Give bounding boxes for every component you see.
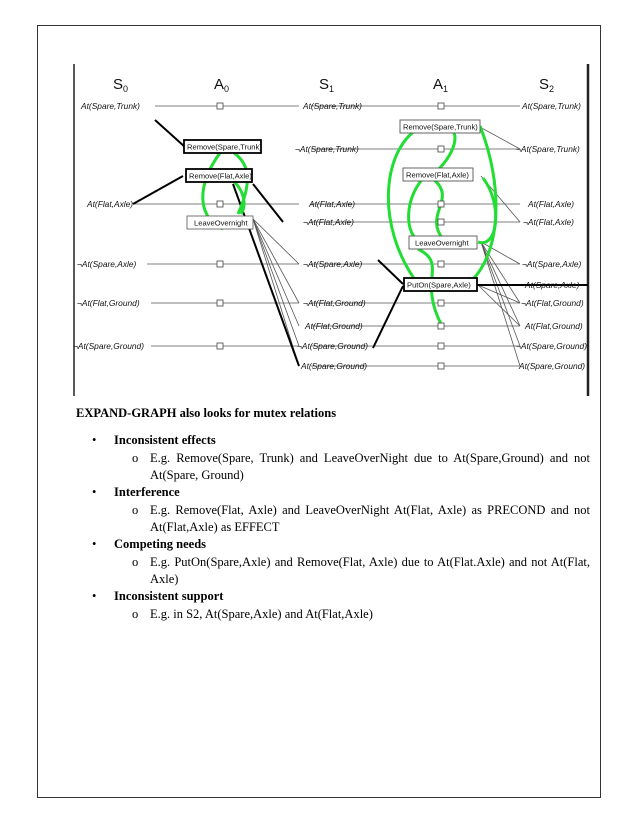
s1-literal: At(Spare,Ground) [301, 361, 368, 371]
sub-item-text: E.g. Remove(Flat, Axle) and LeaveOverNight At(Flat, Axle) as PRECOND and not At(Flat,Axle) as EFFECT [150, 503, 590, 534]
a1-action-label: LeaveOvernight [415, 238, 469, 248]
sub-item [92, 606, 590, 623]
header-s0: $S_0$ [113, 76, 129, 94]
circle-bullet-icon: o [132, 555, 139, 569]
item-label: Inconsistent effects [114, 433, 216, 447]
list-item [92, 536, 590, 553]
s2-literal: ¬At(Flat,Ground) [521, 298, 584, 308]
sub-item-text: E.g. PutOn(Spare,Axle) and Remove(Flat, Axle) due to At(Flat.Axle) and not At(Flat, Axle) [150, 555, 590, 586]
a1-action-label: Remove(Flat,Axle) [406, 170, 469, 180]
item-label: Interference [114, 485, 180, 499]
s1-literal: ¬At(Flat,Ground) [303, 298, 366, 308]
s2-literal: ¬At(Flat,Axle) [523, 217, 574, 227]
header-a0: $A_0$ [214, 76, 230, 94]
s1-literal: At(Flat,Ground) [305, 321, 363, 331]
bullet-icon: • [92, 433, 97, 447]
list-item [92, 484, 590, 501]
s2-literal: At(Flat,Ground) [525, 321, 583, 331]
s1-literal: ¬At(Flat,Axle) [303, 217, 354, 227]
s2-literal: At(Flat,Axle) [528, 199, 575, 209]
s2-literal: At(Spare,Trunk) [522, 101, 581, 111]
item-label: Competing needs [114, 537, 207, 551]
mutex-list [92, 432, 590, 623]
bullet-icon: • [92, 537, 97, 551]
circle-bullet-icon: o [132, 607, 139, 621]
s2-literal: ¬At(Spare,Axle) [522, 259, 582, 269]
sub-item [92, 554, 590, 588]
header-s1: $S_1$ [319, 76, 335, 94]
s1-literal: ¬At(Spare,Trunk) [295, 144, 359, 154]
bullet-icon: • [92, 589, 97, 603]
s0-literal: ¬At(Flat,Ground) [77, 298, 140, 308]
sub-item-text: E.g. Remove(Spare, Trunk) and LeaveOverNight due to At(Spare,Ground) and not At(Spare, Ground) [150, 451, 590, 482]
a1-action-label: PutOn(Spare,Axle) [407, 280, 471, 290]
a1-action-label: Remove(Spare,Trunk) [403, 122, 478, 132]
item-label: Inconsistent support [114, 589, 224, 603]
s1-literal: ¬At(Spare,Axle) [303, 259, 363, 269]
circle-bullet-icon: o [132, 503, 139, 517]
list-item [92, 432, 590, 449]
header-a1: $A_1$ [433, 76, 449, 94]
sub-item [92, 450, 590, 484]
circle-bullet-icon: o [132, 451, 139, 465]
sub-item [92, 502, 590, 536]
section-heading: EXPAND-GRAPH also looks for mutex relations [76, 406, 337, 420]
s2-literal: ¬At(Spare,Trunk) [516, 144, 580, 154]
s2-literal: ¬At(Spare,Ground) [516, 341, 587, 351]
s0-literal: ¬At(Spare,Ground) [73, 341, 144, 351]
s1-literal: At(Spare,Trunk) [303, 101, 362, 111]
planning-graph-diagram [73, 64, 593, 396]
s1-literal: ¬At(Spare,Ground) [297, 341, 368, 351]
a0-action-label: Remove(Flat,Axle) [189, 171, 252, 181]
sub-item-text: E.g. in S2, At(Spare,Axle) and At(Flat,Axle) [150, 607, 373, 621]
s0-literal: At(Spare,Trunk) [81, 101, 140, 111]
s1-literal: At(Flat,Axle) [309, 199, 356, 209]
a0-action-label: LeaveOvernight [194, 218, 248, 228]
list-item [92, 588, 590, 605]
s2-literal: At(Spare,Ground) [519, 361, 586, 371]
header-s2: $S_2$ [539, 76, 555, 94]
s0-literal: At(Flat,Axle) [87, 199, 134, 209]
s0-literal: ¬At(Spare,Axle) [77, 259, 137, 269]
s2-literal: At(Spare,Axle) [525, 280, 580, 290]
planning-graph-svg [73, 64, 593, 396]
a0-action-label: Remove(Spare,Trunk) [187, 142, 262, 152]
bullet-icon: • [92, 485, 97, 499]
